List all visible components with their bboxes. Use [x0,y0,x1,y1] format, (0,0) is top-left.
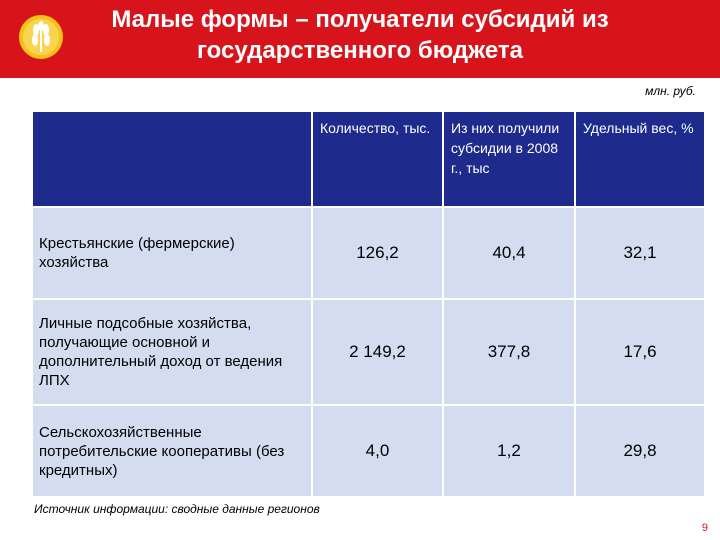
cell-subsidized: 1,2 [444,406,574,496]
cell-count: 4,0 [313,406,442,496]
source-note: Источник информации: сводные данные регионов [34,502,320,516]
table-row [33,208,704,298]
cell-subsidized: 40,4 [444,208,574,298]
table-row [33,300,704,404]
header-bar [0,0,720,78]
row-label: Крестьянские (фермерские) хозяйства [33,208,311,298]
cell-count: 2 149,2 [313,300,442,404]
cell-count: 126,2 [313,208,442,298]
cell-share: 29,8 [576,406,704,496]
row-label: Сельскохозяйственные потребительские кооперативы (без кредитных) [33,406,311,496]
title-line-2: государственного бюджета [197,37,523,64]
cell-share: 32,1 [576,208,704,298]
header-cell-share: Удельный вес, % [576,112,704,206]
page-number: 9 [701,522,708,534]
subsidy-table [31,110,706,498]
table-header-row [33,112,704,206]
page-title [70,4,650,66]
row-label: Личные подсобные хозяйства, получающие основной и дополнительный доход от ведения ЛПХ [33,300,311,404]
header-cell-subsidized: Из них получили субсидии в 2008 г., тыс [444,112,574,206]
unit-note: млн. руб. [645,84,696,98]
header-cell-empty [33,112,311,206]
title-line-1: Малые формы – получатели субсидий из [111,6,609,33]
cell-share: 17,6 [576,300,704,404]
header-cell-count: Количество, тыс. [313,112,442,206]
table-row [33,406,704,496]
cell-subsidized: 377,8 [444,300,574,404]
wheat-emblem-icon [18,14,64,60]
